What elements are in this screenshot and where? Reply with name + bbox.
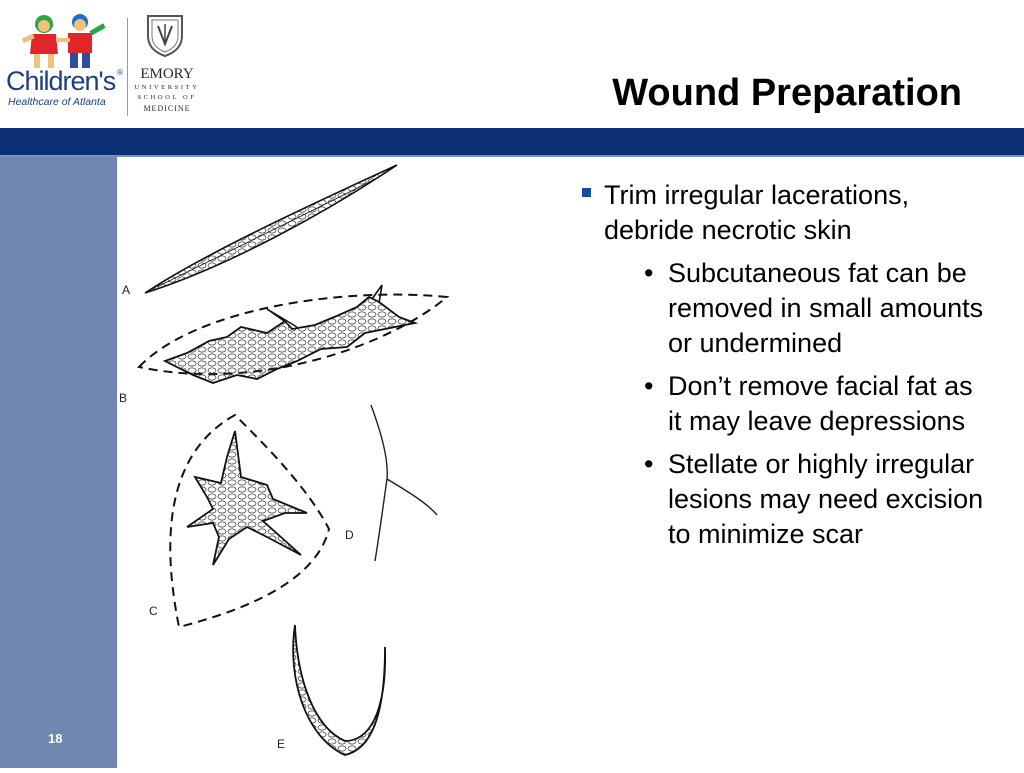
- left-sidebar-band: [0, 157, 117, 768]
- dot-bullet-icon: •: [644, 371, 654, 401]
- slide-title: Wound Preparation: [612, 72, 962, 114]
- sub-bullet-list: [604, 256, 988, 552]
- dot-bullet-icon: •: [644, 258, 654, 288]
- emory-logo-school: SCHOOL OF: [137, 94, 197, 101]
- closure-d-drawing: [371, 405, 437, 561]
- sub-bullet-item: [604, 447, 988, 552]
- emory-logo-name: EMORY: [140, 66, 194, 82]
- figure-label-d: D: [345, 528, 354, 542]
- figure-label-e: E: [277, 737, 286, 751]
- bullet-list: [578, 178, 988, 560]
- emory-logo-medicine: MEDICINE: [143, 104, 191, 113]
- dot-bullet-icon: •: [644, 449, 654, 479]
- sub-bullet-text: Don’t remove facial fat as it may leave depressions: [668, 371, 973, 436]
- figure-label-b: B: [119, 391, 128, 405]
- sub-bullet-text: Stellate or highly irregular lesions may need excision to minimize scar: [668, 449, 984, 549]
- emory-shield-icon: [146, 14, 184, 58]
- figure-label-c: C: [149, 604, 158, 618]
- logo-divider: [127, 18, 128, 116]
- childrens-logo-text: Children's: [6, 66, 116, 96]
- sub-bullet-item: [604, 256, 988, 361]
- figure-label-a: A: [122, 283, 131, 297]
- childrens-logo-registered: ®: [117, 68, 123, 77]
- wound-illustration: [117, 157, 567, 768]
- laceration-a-drawing: [145, 165, 397, 293]
- bullet-item-main: [578, 178, 988, 552]
- laceration-c-drawing: [170, 415, 329, 627]
- page-number: 18: [48, 731, 63, 746]
- sub-bullet-text: Subcutaneous fat can be removed in small amounts or undermined: [668, 258, 984, 358]
- emory-logo-university: UNIVERSITY: [134, 84, 200, 91]
- bullet-main-text: Trim irregular lacerations, debride necrotic skin: [604, 180, 910, 245]
- square-bullet-icon: [582, 188, 591, 197]
- laceration-b-drawing: [139, 285, 447, 383]
- header-band: [0, 128, 1024, 155]
- sub-bullet-item: [604, 369, 988, 439]
- laceration-e-drawing: [293, 625, 385, 755]
- childrens-kids-logo-icon: [22, 10, 114, 72]
- childrens-logo-subtitle: Healthcare of Atlanta: [8, 96, 106, 108]
